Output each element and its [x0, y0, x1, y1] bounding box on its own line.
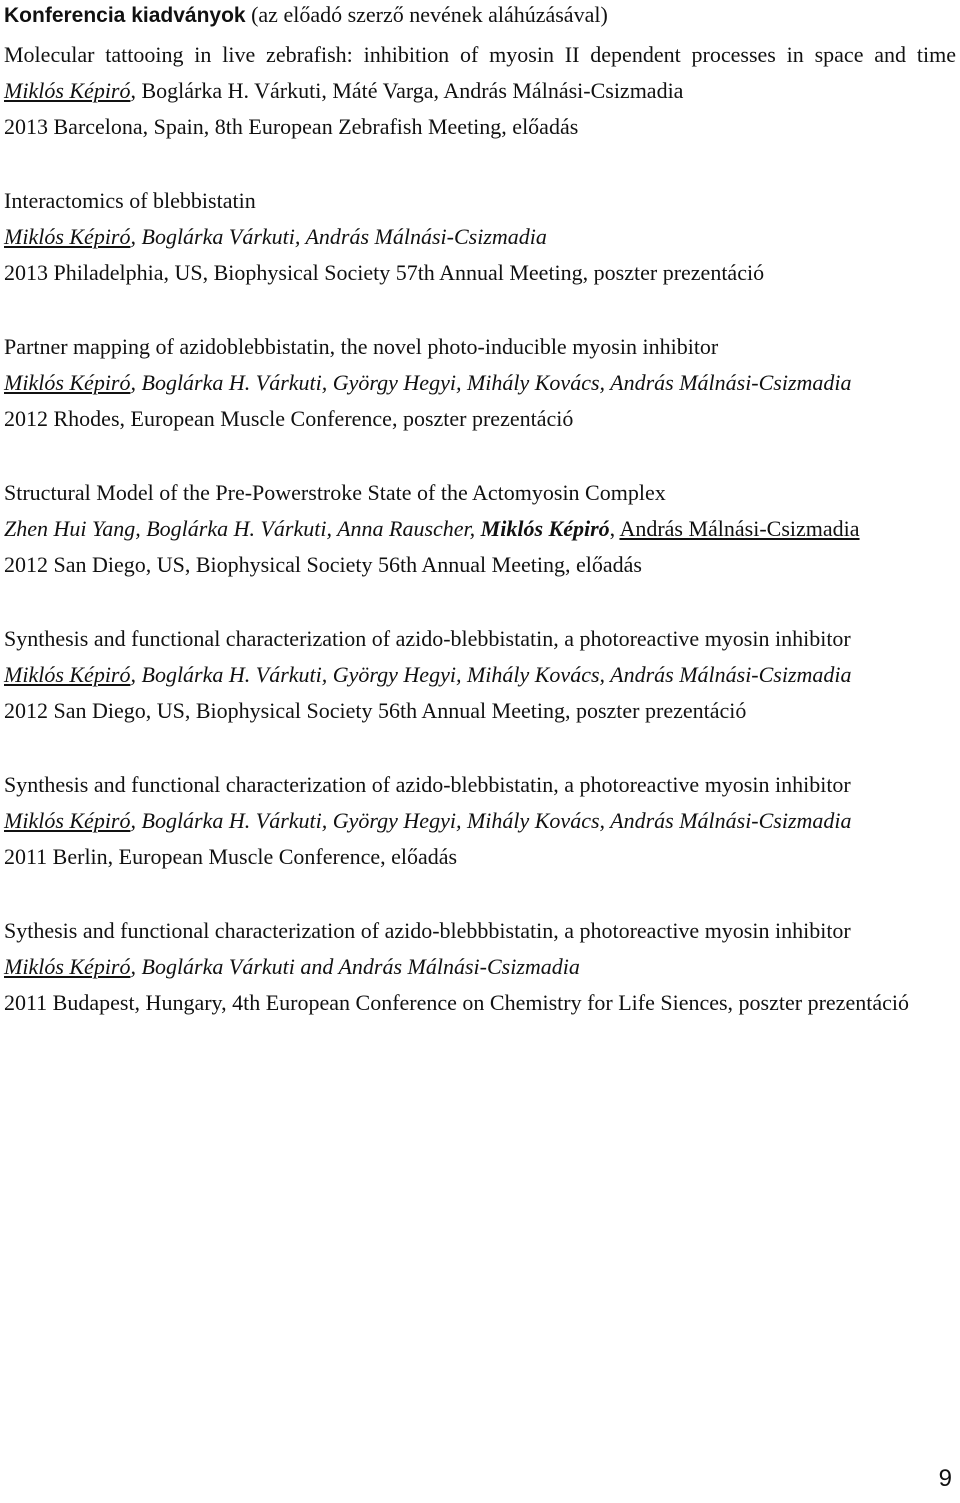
- entry-venue: 2012 Rhodes, European Muscle Conference, poszter prezentáció: [4, 406, 574, 431]
- author-separator: ,: [609, 516, 620, 541]
- entry-title: Molecular tattooing in live zebrafish: inhibition of myosin II dependent processes in space and time: [4, 42, 956, 67]
- entry-title: Interactomics of blebbistatin: [4, 188, 256, 213]
- entry-title: Synthesis and functional characterization of azido-blebbistatin, a photoreactive myosin inhibitor: [4, 772, 851, 797]
- entry-venue: 2013 Barcelona, Spain, 8th European Zebrafish Meeting, előadás: [4, 114, 579, 139]
- entry-title: Synthesis and functional characterization of azido-blebbistatin, a photoreactive myosin inhibitor: [4, 626, 851, 651]
- entry-spacer: [4, 437, 956, 475]
- publication-entry: [4, 475, 956, 583]
- publication-entry: [4, 37, 956, 145]
- section-heading-title: Konferencia kiadványok: [4, 4, 246, 27]
- entry-title: Partner mapping of azidoblebbistatin, the novel photo-inducible myosin inhibitor: [4, 334, 719, 359]
- co-authors: , Boglárka Várkuti and András Málnási-Csizmadia: [130, 954, 580, 979]
- co-authors: , Boglárka H. Várkuti, György Hegyi, Mihály Kovács, András Málnási-Csizmadia: [130, 662, 852, 687]
- presenting-author: Miklós Képiró: [4, 808, 131, 833]
- presenting-author: Miklós Képiró: [4, 370, 131, 395]
- entry-venue: 2013 Philadelphia, US, Biophysical Society 57th Annual Meeting, poszter prezentáció: [4, 260, 765, 285]
- document-page: [4, 0, 956, 1021]
- section-heading: [4, 0, 956, 31]
- publication-entry: [4, 183, 956, 291]
- presenting-author: Miklós Képiró: [4, 954, 131, 979]
- presenting-author: Miklós Képiró: [4, 78, 131, 103]
- entry-spacer: [4, 145, 956, 183]
- presenting-author: András Málnási-Csizmadia: [619, 516, 860, 541]
- entry-venue: 2011 Budapest, Hungary, 4th European Conference on Chemistry for Life Siences, poszter prezentáció: [4, 990, 909, 1015]
- co-authors: Zhen Hui Yang, Boglárka H. Várkuti, Anna Rauscher,: [4, 516, 481, 541]
- section-heading-note: (az előadó szerző nevének aláhúzásával): [245, 2, 608, 27]
- publication-entry: [4, 913, 956, 1021]
- entry-authors: [4, 365, 956, 401]
- entry-spacer: [4, 583, 956, 621]
- entry-authors: [4, 657, 956, 693]
- highlighted-author: Miklós Képiró: [480, 516, 610, 541]
- publication-entry: [4, 767, 956, 875]
- page-number: 9: [938, 1465, 952, 1492]
- entry-spacer: [4, 875, 956, 913]
- entry-title: Structural Model of the Pre-Powerstroke State of the Actomyosin Complex: [4, 480, 666, 505]
- entry-authors: [4, 803, 956, 839]
- entry-authors: [4, 219, 956, 255]
- co-authors: , Boglárka H. Várkuti, György Hegyi, Mihály Kovács, András Málnási-Csizmadia: [130, 808, 852, 833]
- entry-authors: [4, 511, 956, 547]
- publication-entry: [4, 621, 956, 729]
- entry-title: Sythesis and functional characterization of azido-blebbbistatin, a photoreactive myosin inhibitor: [4, 918, 851, 943]
- entry-venue: 2011 Berlin, European Muscle Conference, előadás: [4, 844, 458, 869]
- entry-venue: 2012 San Diego, US, Biophysical Society 56th Annual Meeting, poszter prezentáció: [4, 698, 747, 723]
- co-authors: , Boglárka Várkuti, András Málnási-Csizmadia: [130, 224, 547, 249]
- co-authors: , Boglárka H. Várkuti, György Hegyi, Mihály Kovács, András Málnási-Csizmadia: [130, 370, 852, 395]
- presenting-author: Miklós Képiró: [4, 662, 131, 687]
- entry-spacer: [4, 291, 956, 329]
- publication-entry: [4, 329, 956, 437]
- entry-spacer: [4, 729, 956, 767]
- entry-authors: [4, 949, 956, 985]
- entry-venue: 2012 San Diego, US, Biophysical Society 56th Annual Meeting, előadás: [4, 552, 642, 577]
- co-authors: , Boglárka H. Várkuti, Máté Varga, András Málnási-Csizmadia: [130, 78, 684, 103]
- presenting-author: Miklós Képiró: [4, 224, 131, 249]
